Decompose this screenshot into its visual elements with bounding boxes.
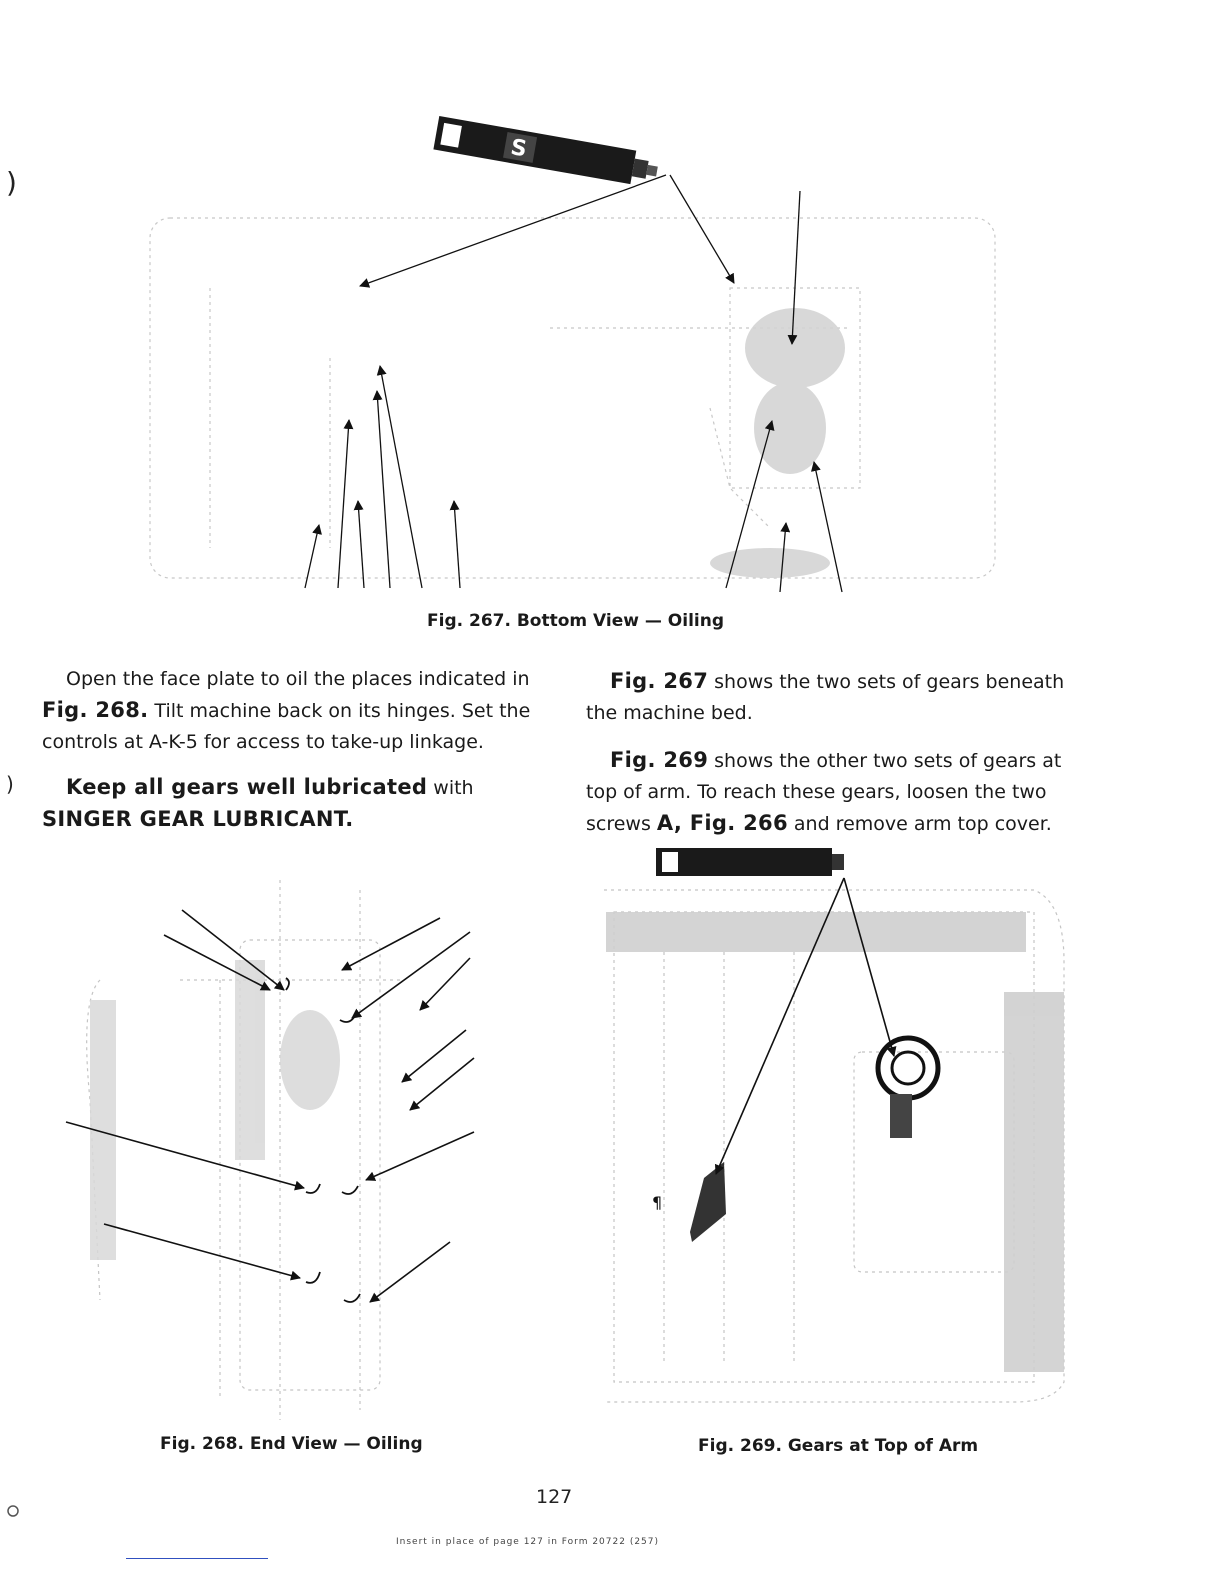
right-p2-text-2: and remove arm top cover.: [787, 813, 1052, 835]
binding-mark: ): [6, 166, 17, 199]
oiling-arrows: [66, 910, 474, 1302]
lubricant-tube-icon: [433, 116, 660, 188]
footer-rule: [126, 1558, 268, 1559]
fig-269-caption: Fig. 269. Gears at Top of Arm: [698, 1436, 979, 1456]
right-paragraph-1: [586, 666, 1086, 729]
fig-268-illustration: [60, 860, 500, 1430]
left-paragraph-1: [42, 664, 542, 758]
keep-gears-bold: Keep all gears well lubricated: [66, 775, 428, 799]
footnote: Insert in place of page 127 in Form 20722 (257): [396, 1537, 660, 1547]
left-p2-text: with: [427, 777, 474, 799]
fig-269-reference: Fig. 269: [610, 748, 709, 772]
page-number: 127: [536, 1486, 573, 1508]
left-p1-text: Open the face plate to oil the places indicated in: [66, 668, 530, 690]
left-paragraph-2: [42, 772, 542, 836]
left-p1-text-2: Tilt machine back on its hinges. Set the controls at A-K-5 for access to take-up linkage.: [42, 700, 531, 753]
binding-mark: ): [6, 772, 14, 796]
fig-268-caption: Fig. 268. End View — Oiling: [160, 1434, 423, 1454]
right-p1-text: shows the two sets of gears beneath the machine bed.: [586, 671, 1065, 724]
lubricant-tube-icon: [656, 848, 844, 876]
scan-artifact: [6, 1500, 20, 1522]
fig-267-caption: Fig. 267. Bottom View — Oiling: [427, 611, 725, 631]
tube-label: S: [508, 135, 529, 163]
fig-269-illustration: [594, 842, 1084, 1422]
fig-267-reference: Fig. 267: [610, 669, 709, 693]
fig-267-illustration: [130, 108, 1010, 598]
gear-icon: [878, 1038, 938, 1138]
fig-268-reference: Fig. 268.: [42, 698, 149, 722]
right-p2-text: shows the other two sets of gears at top of arm. To reach these gears, loosen the two screws: [586, 750, 1062, 835]
fig-266-reference: A, Fig. 266: [656, 811, 788, 835]
svg-text:¶: ¶: [652, 1193, 663, 1212]
right-paragraph-2: [586, 745, 1086, 840]
oiling-arrows: [305, 175, 842, 592]
arm-shading: [606, 912, 1064, 1372]
lower-gear-icon: [652, 1162, 726, 1242]
singer-gear-lubricant: SINGER GEAR LUBRICANT.: [42, 807, 354, 831]
mechanism-shading: [90, 960, 340, 1260]
